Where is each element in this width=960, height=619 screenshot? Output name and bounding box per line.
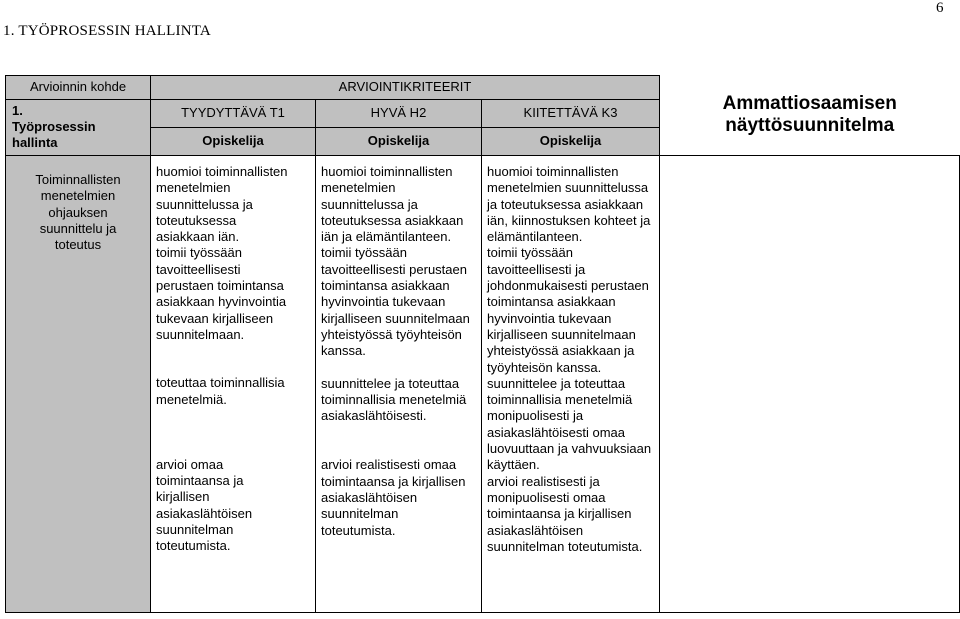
h2-criterion: suunnittelee ja toteuttaa toiminnallisia menetelmiä asiakaslähtöisesti. — [321, 375, 467, 424]
assessment-criteria-table — [5, 75, 960, 613]
k3-criterion: suunnittelee ja toteuttaa toiminnallisia menetelmiä monipuolisesti ja asiakaslähtöisesti omaa luovuuttaan ja vahvuuksiaan käyttäen. — [487, 375, 652, 473]
page-number: 6 — [936, 0, 944, 16]
h2-criterion: arvioi realistisesti omaa toimintaansa ja kirjallisen asiakaslähtöisen suunnitelman toteutumista. — [321, 457, 466, 538]
h2-criterion: toimii työssään tavoitteellisesti perustaen toimintansa asiakkaan hyvinvointia tukevaan kirjalliseen suunnitelmaan yhteistyössä työyhteisön kanssa. — [321, 245, 470, 359]
level-header-t1: TYYDYTTÄVÄ T1 — [151, 100, 316, 128]
k3-criterion: arvioi realistisesti ja monipuolisesti omaa toimintaansa ja kirjallisen asiakaslähtöisen suunnitelman toteutumista. — [487, 473, 643, 554]
side-title-cell — [660, 76, 960, 156]
role-header-t1: Opiskelija — [151, 128, 316, 156]
role-header-k3: Opiskelija — [482, 128, 660, 156]
level-header-k3: KIITETTÄVÄ K3 — [482, 100, 660, 128]
h2-criterion: huomioi toiminnallisten menetelmien suunnittelussa ja toteutuksessa asiakkaan iän ja elämäntilanteen. — [321, 164, 464, 245]
assessment-target-header: Arvioinnin kohde — [6, 76, 151, 100]
k3-criterion: toimii työssään tavoitteellisesti ja johdonmukaisesti perustaen toimintansa asiakkaan hyvinvointia tukevaan kirjalliseen suunnitelmaan yhteistyössä asiakkaan ja työyhteisön kanssa. — [487, 245, 649, 375]
t1-criterion: arvioi omaa toimintaansa ja kirjallisen asiakaslähtöisen suunnitelman toteutumista. — [156, 456, 253, 554]
side-blank-cell — [660, 156, 960, 613]
criteria-header: ARVIOINTIKRITEERIT — [151, 76, 660, 100]
criteria-cell-k3 — [482, 156, 660, 613]
t1-criterion: toteuttaa toiminnallisia menetelmiä. — [156, 375, 285, 407]
subject-header: 1. Työprosessin hallinta — [6, 100, 151, 156]
criteria-cell-h2 — [316, 156, 482, 613]
criteria-cell-t1 — [151, 156, 316, 613]
t1-criterion: huomioi toiminnallisten menetelmien suunnittelussa ja toteutuksessa asiakkaan iän. — [156, 164, 288, 245]
row-topic-cell: Toiminnallisten menetelmien ohjauksen suunnittelu ja toteutus — [6, 156, 151, 613]
k3-criterion: huomioi toiminnallisten menetelmien suunnittelussa ja toteutuksessa asiakkaan iän, kiinnostuksen kohteet ja elämäntilanteen. — [487, 164, 651, 245]
role-header-h2: Opiskelija — [316, 128, 482, 156]
side-title: Ammattiosaamisen näyttösuunnitelma — [722, 93, 897, 137]
t1-criterion: toimii työssään tavoitteellisesti perustaen toimintansa asiakkaan hyvinvointia tukevaan kirjalliseen suunnitelmaan. — [156, 245, 287, 342]
level-header-h2: HYVÄ H2 — [316, 100, 482, 128]
page-heading: 1. TYÖPROSESSIN HALLINTA — [3, 23, 211, 39]
